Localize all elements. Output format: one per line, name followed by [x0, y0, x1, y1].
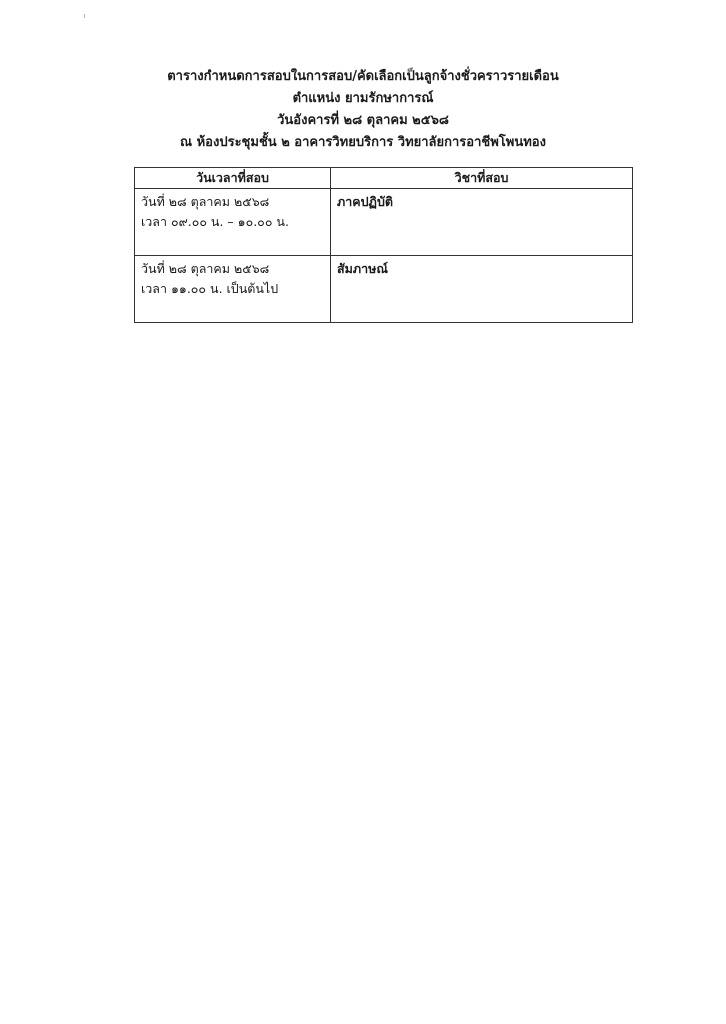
document-heading — [0, 66, 726, 154]
exam-date: วันที่ ๒๘ ตุลาคม ๒๕๖๘ — [141, 194, 270, 209]
exam-datetime-cell — [135, 256, 331, 323]
heading-title: ตารางกำหนดการสอบในการสอบ/คัดเลือกเป็นลูกจ้างชั่วคราวรายเดือน — [167, 69, 559, 84]
exam-time: เวลา ๑๑.๐๐ น. เป็นต้นไป — [141, 281, 279, 296]
table-header-row — [135, 168, 633, 189]
exam-time: เวลา ๐๙.๐๐ น. – ๑๐.๐๐ น. — [141, 214, 289, 229]
heading-position: ตำแหน่ง ยามรักษาการณ์ — [292, 91, 434, 106]
table-row — [135, 189, 633, 256]
exam-subject: สัมภาษณ์ — [337, 261, 388, 276]
header-exam-datetime: วันเวลาที่สอบ — [135, 168, 331, 189]
heading-date: วันอังคารที่ ๒๘ ตุลาคม ๒๕๖๘ — [277, 113, 449, 128]
exam-subject-cell — [331, 256, 633, 323]
exam-subject-cell — [331, 189, 633, 256]
scan-mark — [84, 14, 85, 18]
table-row — [135, 256, 633, 323]
header-exam-subject: วิชาที่สอบ — [331, 168, 633, 189]
exam-subject: ภาคปฏิบัติ — [337, 194, 393, 209]
exam-datetime-cell — [135, 189, 331, 256]
exam-date: วันที่ ๒๘ ตุลาคม ๒๕๖๘ — [141, 261, 270, 276]
heading-venue: ณ ห้องประชุมชั้น ๒ อาคารวิทยบริการ วิทยาลัยการอาชีพโพนทอง — [180, 135, 546, 150]
exam-schedule-table — [134, 167, 633, 323]
